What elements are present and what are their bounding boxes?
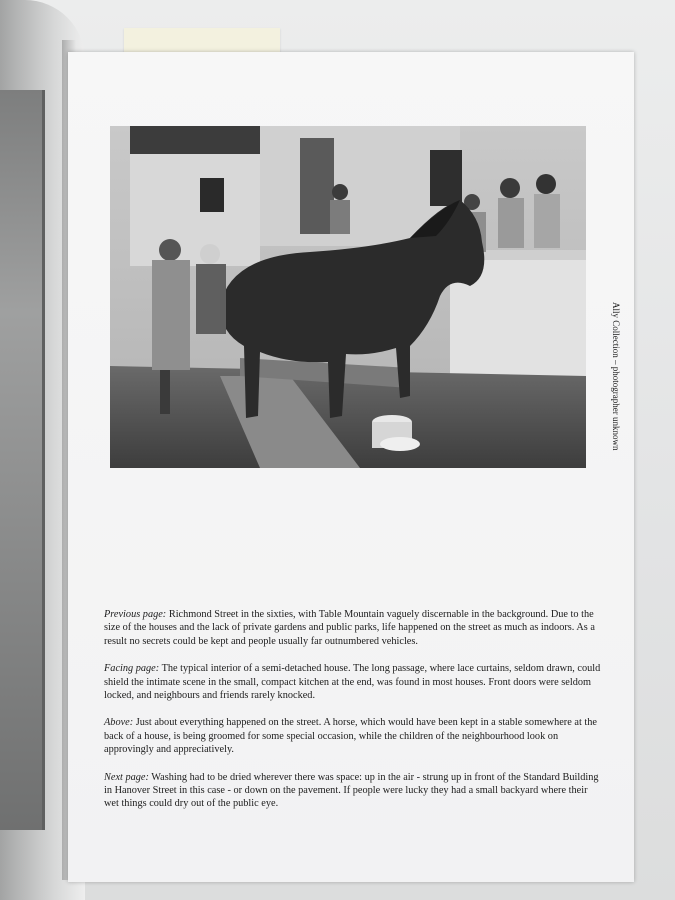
caption-text: Just about everything happened on the street. A horse, which would have been kept in a stable somewhere at the back of a house, is being groomed for some special occasion, while the children of the neighbourhood look on approvingly and appreciatively. bbox=[104, 717, 597, 756]
caption-lead: Previous page: bbox=[104, 609, 167, 620]
caption-lead: Above: bbox=[104, 717, 134, 729]
caption-text: The typical interior of a semi-detached house. The long passage, where lace curtains, seldom drawn, could shield the intimate scene in the small, compact kitchen at the end, was found in most houses. Front doors were seldom locked, and neighbours and friends rarely knocked. bbox=[104, 663, 601, 702]
horse-grooming-photograph bbox=[110, 126, 586, 468]
book-page bbox=[68, 52, 634, 882]
caption-facing-page bbox=[104, 662, 604, 702]
caption-text: Richmond Street in the sixties, with Table Mountain vaguely discernable in the background. Due to the size of the houses and the lack of private gardens and public parks, life happened on the street as much as indoors. As a result no secrets could be kept and people usually far outnumbered vehicles. bbox=[104, 609, 595, 647]
caption-above bbox=[104, 716, 604, 756]
caption-lead: Next page: bbox=[104, 771, 149, 783]
photo-credit: Ally Collection – photographer unknown bbox=[611, 302, 621, 451]
caption-lead: Facing page: bbox=[104, 663, 160, 675]
left-page-photo-edge bbox=[0, 90, 42, 830]
caption-previous-page bbox=[104, 608, 604, 648]
photograph-illustration bbox=[110, 126, 586, 468]
caption-block bbox=[104, 608, 604, 825]
caption-text: Washing had to be dried wherever there was space: up in the air - strung up in front of the Standard Building in Hanover Street in this case - or down on the pavement. If people were lucky they had a small backyard where their wet things could dry out of the public eye. bbox=[104, 771, 599, 810]
caption-next-page bbox=[104, 771, 604, 811]
